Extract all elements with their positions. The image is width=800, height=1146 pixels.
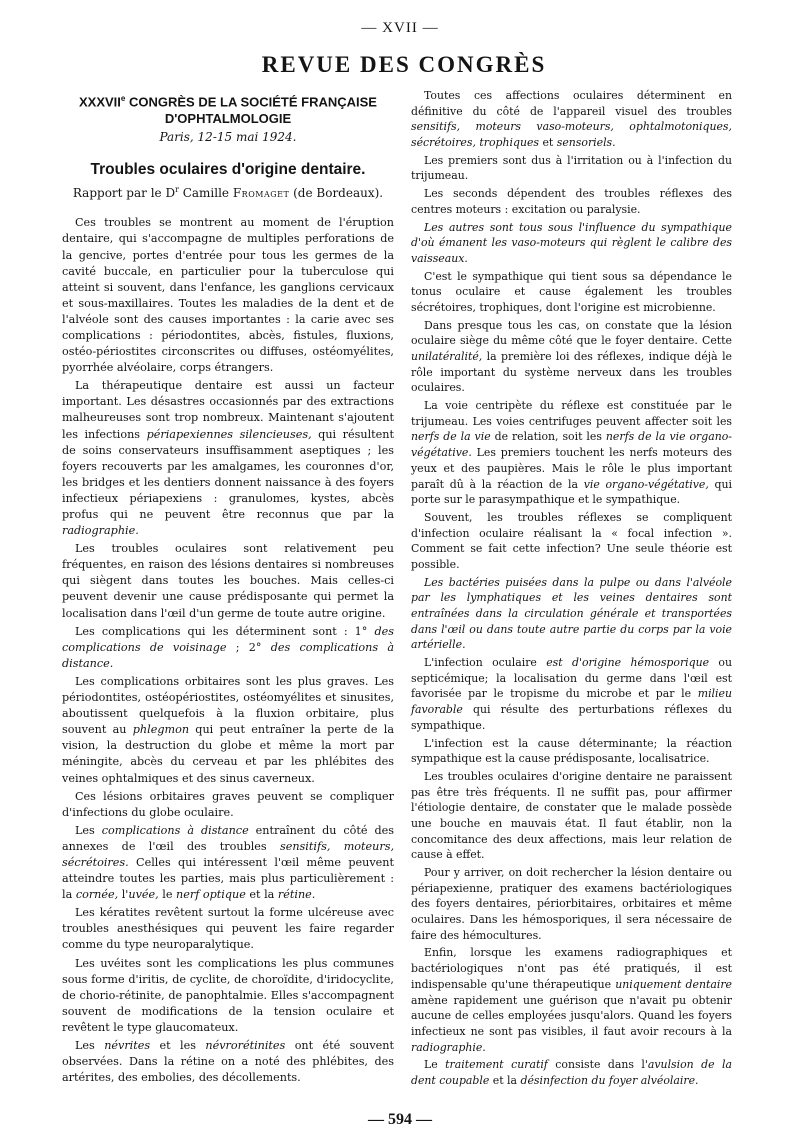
paragraph: Les troubles oculaires d'origine dentaire ne paraissent pas être très fréquents. Il ne suffit pas, pour affirmer l'étiologie dentaire, de constater que le malade possède une bouche en mauvais état. Il faut établir, non la concomitance des deux affections, mais leur relation de cause à effet. [411,769,732,862]
congress-place-date: Paris, 12-15 mai 1924. [159,130,297,145]
paragraph: Ces lésions orbitaires graves peuvent se compliquer d'infections du globe oculaire. [62,789,394,819]
running-head: — XVII — [361,20,439,36]
congress-ordinal: XXXVII [79,94,121,110]
paragraph: Pour y arriver, on doit rechercher la lésion dentaire ou périapexienne, pratiquer des examens bactériologiques des foyers dentaires, périorbitaires, orbitaires et même oculaires. Dans les hémosporiques, il sera nécessaire de faire des hémocultures. [411,866,732,942]
paragraph: L'infection oculaire est d'origine hémosporique ou septicémique; la localisation du germe dans l'œil est favorisée par le tropisme du microbe et par le milieu favorable qui résulte des perturbations réflexes du sympathique. [411,656,732,732]
paragraph: La thérapeutique dentaire est aussi un facteur important. Les désastres occasionnés par des extractions malheureuses sont trop nombreux. Maintenant s'ajoutent les infections périapexiennes silencieuses, qui résultent de soins conservateurs insuffisamment aseptiques ; les foyers recouverts par les amalgames, les couronnes d'or, les bridges et les dentiers donnent naissance à des foyers infectieux périapexiens : granulomes, kystes, abcès profus qui ne peuvent être reconnus que par la radiographie. [62,379,394,538]
paragraph: Les névrites et les névrorétinites ont été souvent observées. Dans la rétine on a noté des phlébites, des artérites, des embolies, des décollements. [62,1039,394,1085]
author-name: Fromaget [232,186,290,201]
paragraph: Les troubles oculaires sont relativement peu fréquentes, en raison des lésions dentaires si nombreuses qui siègent dans toutes les bouches. Mais celles-ci peuvent devenir une cause prédisposante qui permet la localisation dans l'œil d'un germe de toute autre origine. [62,542,394,620]
paragraph: Souvent, les troubles réflexes se compliquent d'infection oculaire réalisant la « focal infection ». Comment se fait cette infection? Une seule théorie est possible. [411,510,732,571]
paragraph: Dans presque tous les cas, on constate que la lésion oculaire siège du même côté que le foyer dentaire. Cette unilatéralité, la première loi des réflexes, indique déjà le rôle important du système nerveux dans les troubles oculaires. [411,318,732,395]
paragraph: Le traitement curatif consiste dans l'avulsion de la dent coupable et la désinfection du foyer alvéolaire. [411,1058,732,1087]
right-column [411,88,732,1093]
paragraph: Les kératites revêtent surtout la forme ulcéreuse avec troubles anesthésiques qui peuvent les faire regarder comme du type neuroparalytique. [62,906,394,952]
left-column [62,88,394,1093]
paragraph: C'est le sympathique qui tient sous sa dépendance le tonus oculaire et cause également les troubles sécrétoires, trophiques, dont l'origine est microbienne. [411,269,732,314]
paragraph: Les autres sont tous sous l'influence du sympathique d'où émanent les vaso-moteurs qui règlent le calibre des vaisseaux. [411,220,732,265]
congress-ordinal-suffix: e [120,94,126,103]
paragraph: Les seconds dépendent des troubles réflexes des centres moteurs : excitation ou paralysie. [411,187,732,216]
paragraph: Les bactéries puisées dans la pulpe ou dans l'alvéole par les lymphatiques et les veines dentaires sont entraînées dans la circulation générale et transportées dans l'œil ou dans toute autre partie du corps par la voie artérielle. [411,575,732,652]
paragraph: Enfin, lorsque les examens radiographiques et bactériologiques n'ont pas été pratiqués, il est indispensable qu'une thérapeutique uniquement dentaire amène rapidement une guérison que n'avait pu obtenir aucune de celles employées jusqu'alors. Quand les foyers infectieux ne sont pas visibles, il faut avoir recours à la radiographie. [411,946,732,1054]
article-title: Troubles oculaires d'origine dentaire. [90,161,366,179]
journal-title: REVUE DES CONGRÈS [261,52,547,77]
page-number: — 594 — [368,1111,432,1128]
paragraph: Les uvéites sont les complications les plus communes sous forme d'iritis, de cyclite, de choroïdite, d'iridocyclite, de chorio-rétinite, de panophtalmie. Elles s'accompagnent souvent de modifications de la tension oculaire et revêtent le type glaucomateux. [62,956,394,1034]
paragraph: La voie centripète du réflexe est constituée par le trijumeau. Les voies centrifuges peuvent affecter soit les nerfs de la vie de relation, soit les nerfs de la vie organo-végétative. Les premiers touchent les nerfs moteurs des yeux et des paupières. Mais le rôle le plus important paraît dû à la réaction de la vie organo-végétative, qui porte sur le parasympathique et le sympathique. [411,399,732,507]
paragraph: Ces troubles se montrent au moment de l'éruption dentaire, qui s'accompagne de multiples perforations de la gencive, portes d'entrée pour tous les germes de la cavité buccale, en particulier pour la tuberculose qui atteint si souvent, dans l'enfance, les ganglions cervicaux et sous-maxillaires. Toutes les maladies de la dent et de l'alvéole sont des causes importantes : la carie avec ses complications : périodontites, abcès, fistules, fluxions, ostéo-périostites circonscrites ou diffuses, ostéomyélites, pyorrhée alvéolaire, corps étrangers. [62,216,394,375]
paragraph: Les complications à distance entraînent du côté des annexes de l'œil des troubles sensitifs, moteurs, sécrétoires. Celles qui intéressent l'œil même peuvent atteindre toutes les parties, mais plus particulièrement : la cornée, l'uvée, le nerf optique et la rétine. [62,823,395,902]
paragraph: L'infection est la cause déterminante; la réaction sympathique est la cause prédisposante, localisatrice. [411,736,732,766]
paragraph: Toutes ces affections oculaires déterminent en définitive du côté de l'appareil visuel des troubles sensitifs, moteurs vaso-moteurs, ophtalmotoniques, sécrétoires, trophiques et sensoriels. [411,89,732,150]
congress-title-rest: CONGRÈS DE LA SOCIÉTÉ FRANÇAISE [125,94,377,110]
congress-title-line2: D'OPHTALMOLOGIE [164,111,292,127]
paragraph: Les premiers sont dus à l'irritation ou à l'infection du trijumeau. [411,153,732,183]
rapport-byline: Rapport par le $D^r$ Camille Fromaget (de Bordeaux). [72,185,384,201]
paragraph: Les complications orbitaires sont les plus graves. Les périodontites, ostéopériostites, ostéomyélites et sinusites, aboutissent quelquefois à la fluxion orbitaire, plus souvent au phlegmon qui peut entraîner la perte de la vision, la destruction du globe et même la mort par méningite, abcès du cerveau et par les phlébites des veines ophtalmiques et des sinus caverneux. [62,674,394,785]
congress-title [62,90,394,127]
paragraph: Les complications qui les déterminent sont : 1° des complications de voisinage ; 2° des complications à distance. [62,624,394,670]
